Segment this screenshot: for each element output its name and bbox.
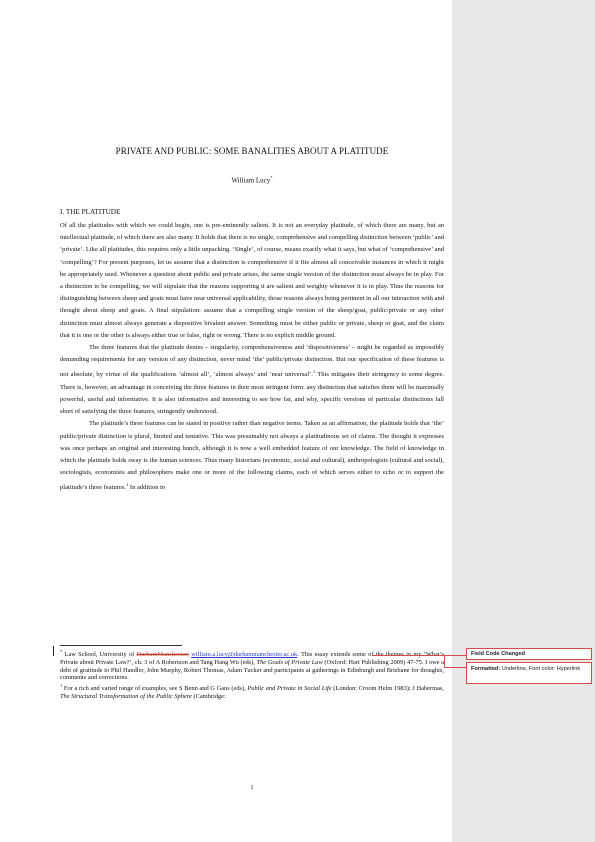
footnote-ref[interactable]: 1: [312, 369, 316, 375]
comment-connector: [444, 655, 445, 667]
footnote-2-book-title-2: The Structural Transformation of the Public Sphere: [60, 692, 192, 700]
footnote-2-text-end: (Cambridge:: [191, 692, 226, 700]
markup-margin-pane: [452, 0, 595, 842]
comment-connector: [372, 655, 466, 656]
body-text[interactable]: [60, 220, 444, 495]
footnote-1-text-cont: . This essay extends some of the themes in my ‘What’s Private about Private Law?’, ch. 3 of A Robertson and Tang Hang Wu (eds),: [60, 651, 444, 666]
paragraph-1: [60, 220, 444, 342]
field-code-changed-balloon[interactable]: [466, 648, 592, 660]
paragraph-2-text: The three features that the platitude denies – singularity, comprehensiveness and ‘dispositiveness’ – might be regarded as impossibly demanding requirements for any version of any distinction, never mind ‘the’ public/private distinction. But our specification of these features is not absolute, by virtue of the qualifications ‘almost all’, ‘almost always’ and ‘near universal’.: [60, 344, 444, 379]
comment-connector: [444, 667, 466, 668]
deleted-text: DurhamManchester;: [136, 651, 190, 659]
footnote-2: [60, 682, 444, 701]
paragraph-3: [60, 418, 444, 494]
footnote-2-text: For a rich and varied range of examples, see S Benn and G Gaus (eds),: [62, 685, 248, 693]
page-number: 1: [250, 784, 254, 791]
paragraph-3-text-cont: In addition to: [128, 484, 166, 492]
author-footnote-mark[interactable]: *: [270, 175, 273, 180]
footnote-separator: [60, 645, 182, 646]
email-hyperlink[interactable]: william.a.lucy@durhammanchester.ac.uk: [191, 651, 298, 659]
footnote-1: [60, 648, 444, 682]
footnote-1-text-end: (Oxford: Hart Publishing 2009) 47-75. I owe a debt of gratitude to Phil Handler, John Murphy, Robert Thomas, Adam Tucker and participants at gatherings in Edinburgh and Brisbane for thoughts, comments and corrections.: [60, 658, 445, 682]
author-name: William Lucy: [231, 176, 271, 185]
footnotes[interactable]: [60, 648, 444, 700]
paragraph-3-text: The platitude’s three features can be stated in positive rather than negative terms. Taken as an affirmation, the platitude holds that ‘the’ public/private distinction is plural, limited and tentative. This was presumably not always a platitudinous set of claims. The thought it expresses was once perhaps an original and interesting hunch, although it is now a well embedded feature of our knowledge. The field of knowledge in which the platitude holds sway is the human sciences. Thus many historians (economic, social and cultural), anthropologists (cultural and social), sociologists, economists and philosophers make one or more of the following claims, each of which serves either to echo or to support the platitude’s three features.: [60, 420, 444, 492]
footnote-2-text-cont: (London: Croom Helm 1983); J Habermas,: [331, 685, 444, 693]
change-bar: [53, 646, 54, 656]
footnote-ref[interactable]: 1: [126, 482, 129, 488]
footnote-1-mark: *: [60, 649, 63, 654]
paragraph-2-text-cont: This mitigates their stringency to some degree. There is, however, an advantage in conceiving the three features in their most stringent form: any distinction that satisfies them will be maximally powerful, useful and informative. It is also informative and interesting to see how far, and why, specific versions of particular distinctions fall short of satisfying the three features, stringently understood.: [60, 371, 444, 416]
author-line: [60, 175, 444, 184]
footnote-1-book-title: The Goals of Private Law: [256, 658, 323, 666]
formatted-detail: Underline, Font color: Hyperlink: [500, 666, 581, 672]
document-title: PRIVATE AND PUBLIC: SOME BANALITIES ABOUT A PLATITUDE: [115, 146, 389, 156]
footnote-2-mark: 1: [60, 682, 63, 688]
formatted-label: Formatted:: [471, 666, 501, 672]
section-heading: I. THE PLATITUDE: [60, 208, 121, 216]
footnote-2-book-title: Public and Private in Social Life: [247, 685, 332, 693]
formatted-balloon[interactable]: [466, 662, 592, 684]
footnote-1-text: Law School, University of: [62, 651, 137, 659]
field-code-changed-label: Field Code Changed: [471, 651, 526, 657]
paragraph-1-text: Of all the platitudes with which we could begin, one is pre-eminently salient. It is not an everyday platitude, of which there are many, but an intellectual platitude, of which there are also many. It holds that there is no single, comprehensive and compelling distinction between ‘public’ and ‘private’. Like all platitudes, this requires only a little unpacking. ‘Single’, of course, means exactly what it says, but what of ‘comprehensive’ and ‘compelling’? For present purposes, let us assume that a distinction is comprehensive if it fits almost all conceivable instances in which it might be appropriately used. Whenever a question about public and private arises, the same single version of the distinction must always be in play. For a distinction to be compelling, we will stipulate that the reasons supporting it are salient and weighty whenever it is in play. Thus the reasons for distinguishing between sheep and goats must have near universal applicability, those reasons always being pertinent in all our interaction with and thought about sheep and goats. A final stipulation: assume that a compelling single version of the sheep/goat, public/private or any other distinction must almost always generate a dispositive bivalent answer. Something must be either public or private, sheep or goat, and the claim that it is one or the other is always either true or false, right or wrong. There is no explicit middle ground.: [60, 222, 444, 339]
paragraph-2: [60, 342, 444, 418]
